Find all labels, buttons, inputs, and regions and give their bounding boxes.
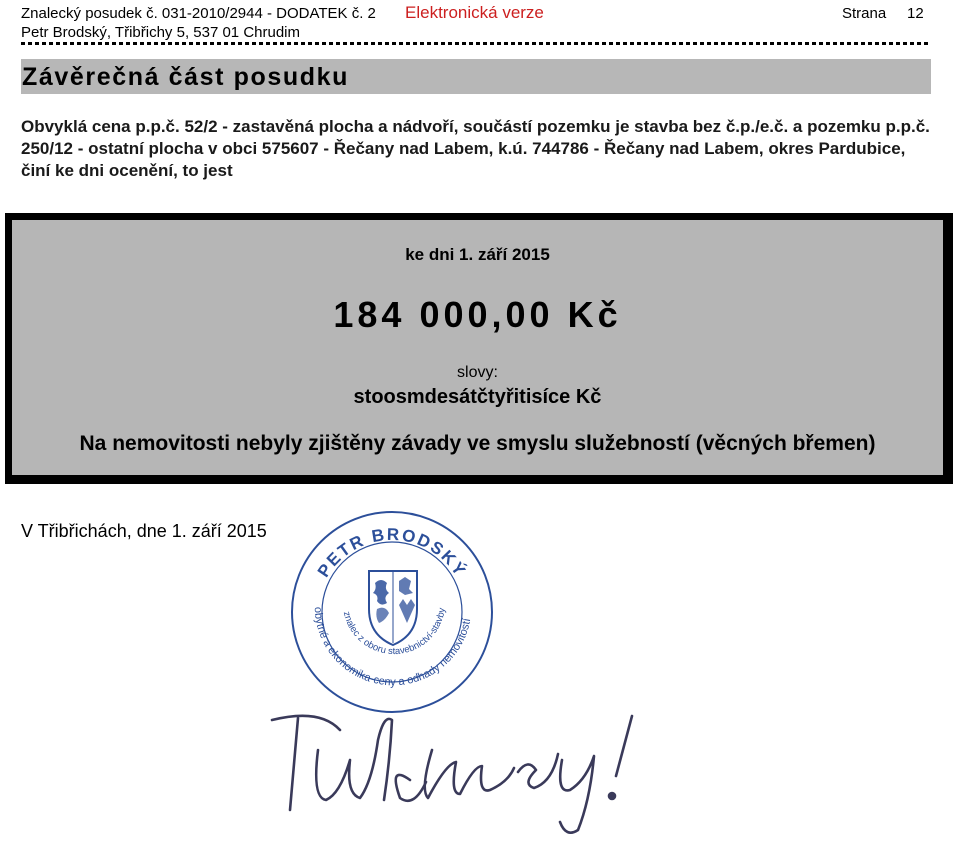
- signature-icon: [260, 690, 680, 840]
- encumbrance-note: Na nemovitosti nebyly zjištěny závady ve smyslu služebností (věcných břemen): [79, 432, 876, 455]
- page-number: 12: [907, 5, 924, 22]
- svg-text:znalec z oboru stavebnictví-st: [341, 607, 448, 657]
- stamp-ring-text: obytné a ekonomika-ceny a odhady nemovitostí: [311, 606, 474, 689]
- edition-label: Elektronická verze: [405, 3, 544, 22]
- page-label: Strana: [842, 5, 887, 22]
- place-and-date: V Třibřichách, dne 1. září 2015: [21, 521, 267, 541]
- author-address: Petr Brodský, Třibřichy 5, 537 01 Chrudim: [21, 24, 301, 41]
- svg-text:PETR BRODSKÝ: [314, 525, 470, 581]
- amount-in-words: stoosmdesátčtyřitisíce Kč: [353, 386, 602, 408]
- intro-paragraph: Obvyklá cena p.p.č. 52/2 - zastavěná plocha a nádvoří, součástí pozemku je stavba bez č.p./e.č. a pozemku p.p.č. 250/12 - ostatní plocha v obci 575607 - Řečany nad Labem, k.ú. 744786 - Řečany nad Labem, okres Pardubice, činí ke dni ocenění, to jest: [21, 117, 930, 180]
- section-title: Závěrečná část posudku: [22, 63, 349, 91]
- stamp-top-text: PETR BRODSKÝ: [313, 524, 471, 581]
- document-title: Znalecký posudek č. 031-2010/2944 - DODATEK č. 2: [21, 5, 376, 22]
- words-label: slovy:: [457, 364, 498, 381]
- header-divider: [21, 42, 931, 45]
- coat-of-arms-icon: [369, 571, 417, 645]
- valuation-date: ke dni 1. září 2015: [405, 245, 550, 264]
- stamp-inner-text: znalec z oboru stavebnictví-stavby: [340, 607, 448, 658]
- valuation-amount: 184 000,00 Kč: [333, 294, 622, 335]
- official-stamp: [285, 505, 500, 720]
